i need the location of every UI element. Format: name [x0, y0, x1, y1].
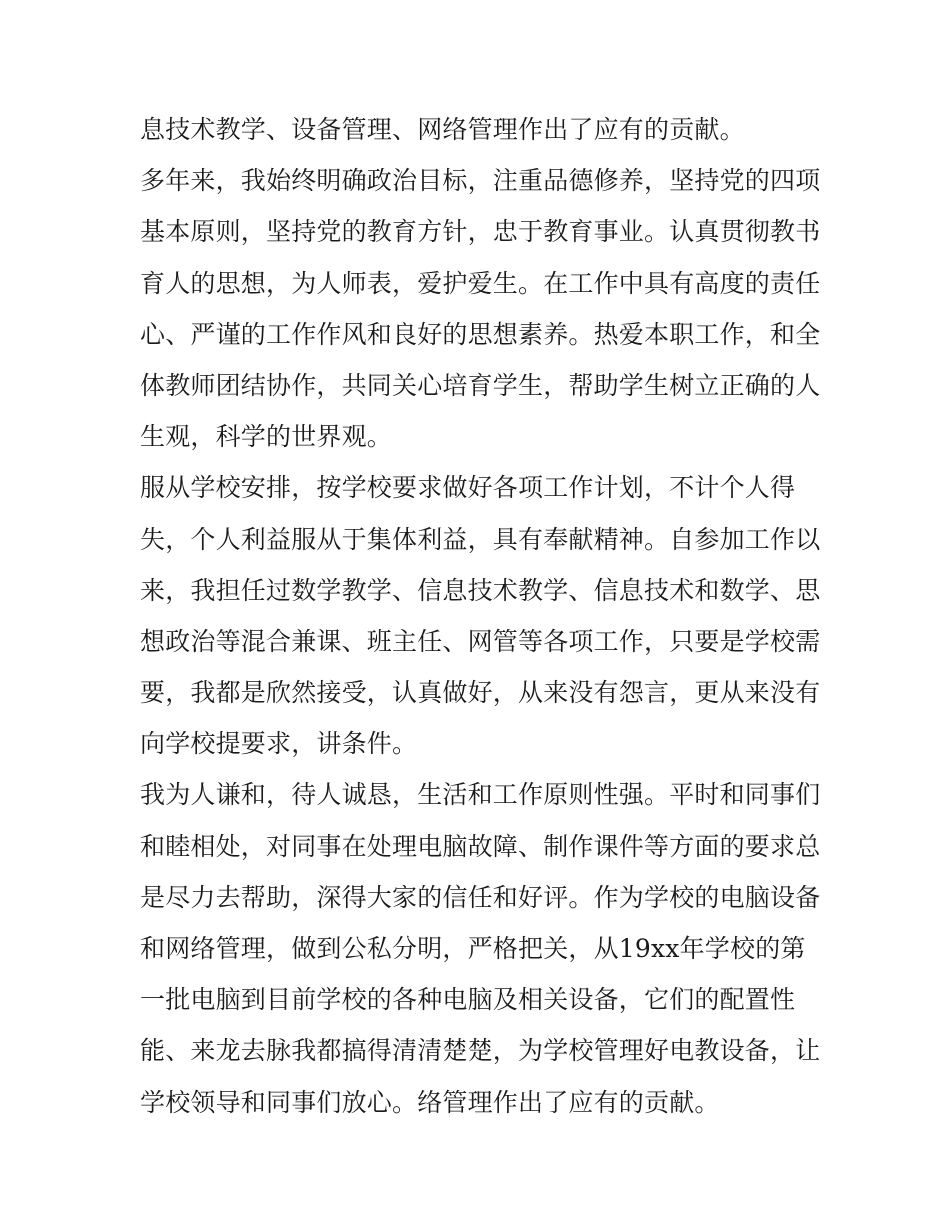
text-line: 多年来，我始终明确政治目标，注重品德修养，坚持党的四项 — [140, 166, 821, 196]
text-line: 育人的思想，为人师表，爱护爱生。在工作中具有高度的责任 — [140, 268, 821, 298]
text-line: 基本原则，坚持党的教育方针，忠于教育事业。认真贯彻教书 — [140, 217, 821, 247]
text-line: 失，个人利益服从于集体利益，具有奉献精神。自参加工作以 — [140, 524, 821, 554]
text-line: 来，我担任过数学教学、信息技术教学、信息技术和数学、思 — [140, 575, 821, 605]
text-line: 要，我都是欣然接受，认真做好，从来没有怨言，更从来没有 — [140, 678, 821, 708]
document-body — [140, 104, 820, 1128]
text-line: 一批电脑到目前学校的各种电脑及相关设备，它们的配置性 — [140, 985, 796, 1015]
text-line: 和睦相处，对同事在处理电脑故障、制作课件等方面的要求总 — [140, 831, 821, 861]
text-line: 体教师团结协作，共同关心培育学生，帮助学生树立正确的人 — [140, 370, 821, 400]
text-line: 息技术教学、设备管理、网络管理作出了应有的贡献。 — [140, 115, 745, 144]
text-line: 我为人谦和，待人诚恳，生活和工作原则性强。平时和同事们 — [140, 780, 821, 810]
text-line: 是尽力去帮助，深得大家的信任和好评。作为学校的电脑设备 — [140, 882, 821, 912]
text-line: 服从学校安排，按学校要求做好各项工作计划，不计个人得 — [140, 473, 796, 503]
text-line: 生观，科学的世界观。 — [140, 422, 393, 452]
text-line: 和网络管理，做到公私分明，严格把关，从19xx年学校的第 — [140, 934, 806, 963]
text-line: 向学校提要求，讲条件。 — [140, 729, 418, 759]
text-line: 学校领导和同事们放心。络管理作出了应有的贡献。 — [140, 1087, 720, 1117]
text-line: 能、来龙去脉我都搞得清清楚楚，为学校管理好电教设备，让 — [140, 1036, 821, 1066]
text-line: 心、严谨的工作作风和良好的思想素养。热爱本职工作，和全 — [140, 319, 821, 349]
text-line: 想政治等混合兼课、班主任、网管等各项工作，只要是学校需 — [140, 626, 821, 656]
